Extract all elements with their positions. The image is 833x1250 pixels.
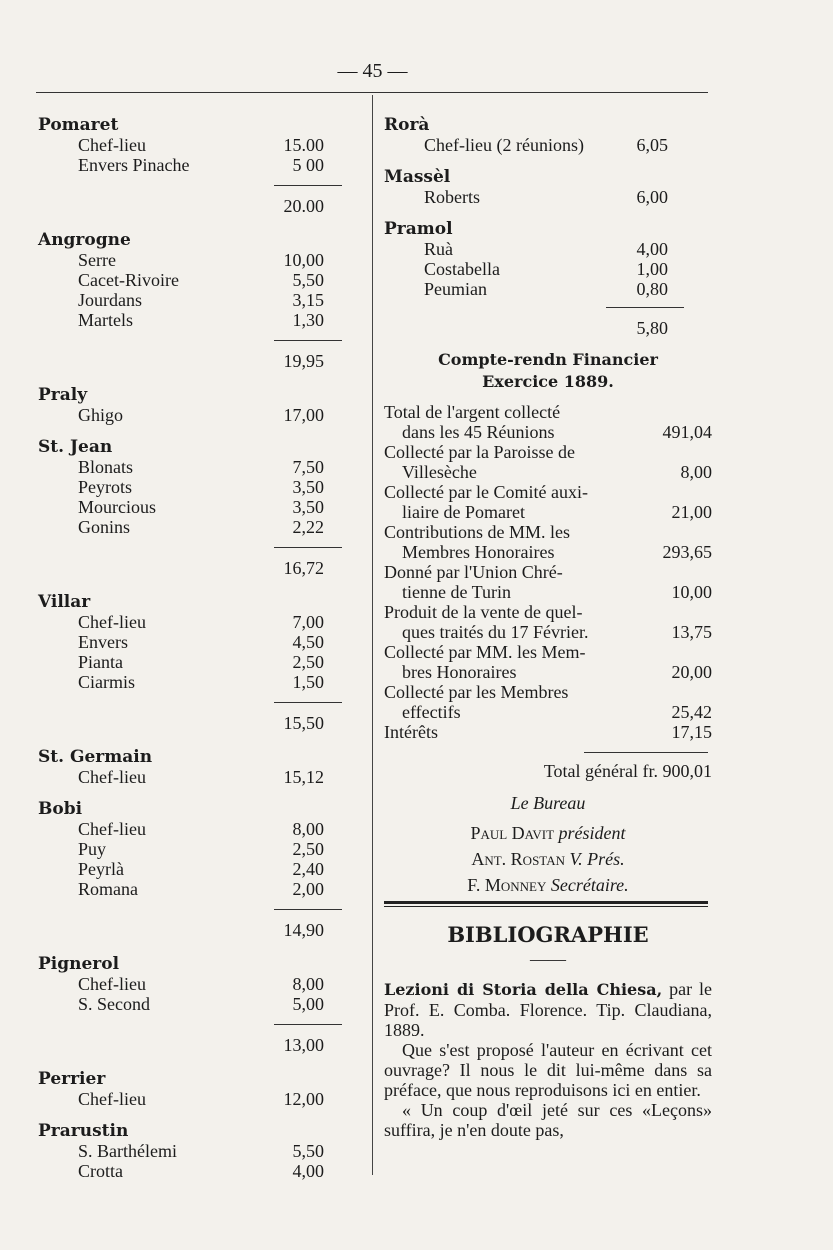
line-label: Ghigo xyxy=(78,405,123,425)
financial-amount: 17,15 xyxy=(671,722,712,742)
total-rule xyxy=(606,307,684,318)
right-column xyxy=(384,115,712,1140)
line-amount: 4,50 xyxy=(292,632,324,652)
financial-row xyxy=(384,502,712,522)
financial-amount: 10,00 xyxy=(671,582,712,602)
line-amount: 1,30 xyxy=(292,310,324,330)
line-item xyxy=(38,652,338,672)
line-label: Ruà xyxy=(424,239,453,259)
line-amount: 7,50 xyxy=(292,457,324,477)
line-amount: 8,00 xyxy=(292,974,324,994)
line-amount: 12,00 xyxy=(283,1089,324,1109)
line-amount: 4,00 xyxy=(636,239,668,259)
signature-vice-president xyxy=(384,849,712,869)
total-amount: 15,50 xyxy=(283,713,324,733)
group-name: Bobi xyxy=(38,799,83,819)
book-title: Lezioni di Storia della Chiesa, xyxy=(384,980,663,999)
line-item xyxy=(38,1089,338,1109)
group-name: St. Jean xyxy=(38,437,113,457)
line-label: Chef-lieu xyxy=(78,819,146,839)
line-label: Serre xyxy=(78,250,116,270)
line-item xyxy=(38,819,338,839)
line-item xyxy=(384,239,712,259)
financial-label: Membres Honoraires xyxy=(402,542,555,562)
line-label: Crotta xyxy=(78,1161,123,1181)
line-item xyxy=(38,1161,338,1181)
president-role: président xyxy=(558,823,626,843)
line-label: Peyrots xyxy=(78,477,132,497)
financial-amount: 21,00 xyxy=(671,502,712,522)
pramol-items xyxy=(384,239,712,299)
grand-total: Total général fr. 900,01 xyxy=(543,761,712,781)
line-label: Envers xyxy=(78,632,128,652)
president-name: Paul Davit xyxy=(470,823,555,843)
financial-item xyxy=(384,562,712,602)
group-total xyxy=(38,196,338,216)
collection-group xyxy=(38,1121,338,1181)
financial-item xyxy=(384,722,712,742)
line-item xyxy=(38,135,338,155)
financial-amount: 8,00 xyxy=(680,462,712,482)
bibliography-entry xyxy=(384,979,712,1040)
line-label: Envers Pinache xyxy=(78,155,190,175)
line-item xyxy=(38,767,338,787)
bureau-heading: Le Bureau xyxy=(510,793,586,813)
group-name: Prarustin xyxy=(38,1121,129,1141)
group-name: Perrier xyxy=(38,1069,106,1089)
financial-label: Villesèche xyxy=(402,462,477,482)
total-amount: 20.00 xyxy=(283,196,324,216)
financial-label: effectifs xyxy=(402,702,461,722)
collection-group xyxy=(38,954,338,1055)
bibliography-dash: —— xyxy=(530,949,566,969)
line-label: Cacet-Rivoire xyxy=(78,270,179,290)
line-item xyxy=(38,974,338,994)
line-label: Costabella xyxy=(424,259,500,279)
financial-amount: 20,00 xyxy=(671,662,712,682)
line-item xyxy=(38,477,338,497)
financial-row xyxy=(384,582,712,602)
financial-label: Collecté par MM. les Mem- xyxy=(384,642,586,662)
line-amount: 15.00 xyxy=(283,135,324,155)
line-label: Mourcious xyxy=(78,497,156,517)
line-label: Blonats xyxy=(78,457,134,477)
group-total xyxy=(38,351,338,371)
line-label: Gonins xyxy=(78,517,131,537)
line-item xyxy=(38,290,338,310)
financial-row xyxy=(384,662,712,682)
page-number: — 45 — xyxy=(337,60,408,82)
group-total xyxy=(384,318,712,338)
total-amount: 16,72 xyxy=(283,558,324,578)
group-name-massel: Massèl xyxy=(384,167,451,187)
line-label: Chef-lieu xyxy=(78,974,146,994)
financial-label: bres Honoraires xyxy=(402,662,517,682)
group-name: St. Germain xyxy=(38,747,153,767)
line-label: Chef-lieu xyxy=(78,767,146,787)
line-amount: 5,50 xyxy=(292,1141,324,1161)
line-item xyxy=(38,270,338,290)
group-name: Villar xyxy=(38,592,91,612)
line-label: S. Barthélemi xyxy=(78,1141,177,1161)
financial-row xyxy=(384,462,712,482)
line-amount: 0,80 xyxy=(636,279,668,299)
financial-label: Produit de la vente de quel- xyxy=(384,602,583,622)
line-amount: 3,50 xyxy=(292,477,324,497)
line-amount: 5 00 xyxy=(292,155,324,175)
financial-label: Intérêts xyxy=(384,722,438,742)
total-rule xyxy=(274,1024,342,1035)
line-label: Pianta xyxy=(78,652,123,672)
group-total xyxy=(38,713,338,733)
total-amount: 19,95 xyxy=(283,351,324,371)
bibliography-paragraph: « Un coup d'œil jeté sur ces «Leçons» suffira, je n'en doute pas, xyxy=(384,1100,712,1140)
line-amount: 2,40 xyxy=(292,859,324,879)
financial-amount: 491,04 xyxy=(662,422,712,442)
total-rule xyxy=(274,185,342,196)
bibliography-paragraph: Que s'est proposé l'auteur en écrivant cet ouvrage? Il nous le dit lui-même dans sa préface, que nous reproduisons ici en entier. xyxy=(384,1040,712,1100)
collection-group xyxy=(38,230,338,371)
line-amount: 3,50 xyxy=(292,497,324,517)
line-item xyxy=(38,457,338,477)
collection-group xyxy=(38,1069,338,1109)
line-amount: 8,00 xyxy=(292,819,324,839)
financial-item xyxy=(384,682,712,722)
financial-item xyxy=(384,402,712,442)
financial-amount: 25,42 xyxy=(671,702,712,722)
total-rule xyxy=(274,909,342,920)
line-amount: 6,05 xyxy=(636,135,668,155)
financial-label: Donné par l'Union Chré- xyxy=(384,562,563,582)
line-item xyxy=(384,187,712,207)
financial-row xyxy=(384,722,712,742)
financial-subtitle: Exercice 1889. xyxy=(482,372,614,391)
collection-group xyxy=(38,747,338,787)
line-amount: 4,00 xyxy=(292,1161,324,1181)
line-amount: 7,00 xyxy=(292,612,324,632)
financial-row xyxy=(384,422,712,442)
grand-total-rule xyxy=(584,752,708,761)
line-item xyxy=(38,155,338,175)
financial-label: Contributions de MM. les xyxy=(384,522,571,542)
line-item xyxy=(38,994,338,1014)
collection-group xyxy=(38,592,338,733)
collection-group xyxy=(38,437,338,578)
group-name-pramol: Pramol xyxy=(384,219,453,239)
line-amount: 15,12 xyxy=(283,767,324,787)
total-amount: 5,80 xyxy=(636,318,668,338)
line-amount: 2,22 xyxy=(292,517,324,537)
line-label: Jourdans xyxy=(78,290,142,310)
line-label: Chef-lieu (2 réunions) xyxy=(424,135,584,155)
group-name: Praly xyxy=(38,385,88,405)
line-item xyxy=(38,859,338,879)
line-item xyxy=(38,405,338,425)
line-label: S. Second xyxy=(78,994,150,1014)
column-divider xyxy=(372,95,373,1175)
line-item xyxy=(384,259,712,279)
group-total xyxy=(38,558,338,578)
financial-amount: 293,65 xyxy=(662,542,712,562)
secretary-name: F. Monney xyxy=(467,875,547,895)
line-amount: 5,00 xyxy=(292,994,324,1014)
financial-label: Total de l'argent collecté xyxy=(384,402,561,422)
line-amount: 1,50 xyxy=(292,672,324,692)
line-item xyxy=(38,1141,338,1161)
group-name: Pomaret xyxy=(38,115,119,135)
line-amount: 2,50 xyxy=(292,839,324,859)
total-rule xyxy=(274,547,342,558)
financial-label: dans les 45 Réunions xyxy=(402,422,555,442)
vice-president-role: V. Prés. xyxy=(569,849,625,869)
group-name: Angrogne xyxy=(38,230,131,250)
line-item xyxy=(38,672,338,692)
group-name-rora: Rorà xyxy=(384,115,430,135)
collection-group xyxy=(38,385,338,425)
line-amount: 5,50 xyxy=(292,270,324,290)
line-label: Martels xyxy=(78,310,133,330)
financial-label: Collecté par la Paroisse de xyxy=(384,442,575,462)
financial-list xyxy=(384,402,712,742)
line-item xyxy=(38,612,338,632)
line-label: Chef-lieu xyxy=(78,612,146,632)
line-label: Peyrlà xyxy=(78,859,124,879)
line-item xyxy=(38,517,338,537)
financial-item xyxy=(384,482,712,522)
bibliography-title: BIBLIOGRAPHIE xyxy=(447,922,649,947)
line-amount: 17,00 xyxy=(283,405,324,425)
collection-group xyxy=(38,799,338,940)
financial-label: ques traités du 17 Février. xyxy=(402,622,589,642)
header-rule xyxy=(36,92,708,93)
secretary-role: Secrétaire. xyxy=(550,875,629,895)
financial-label: tienne de Turin xyxy=(402,582,512,602)
left-column xyxy=(38,115,338,1193)
line-label: Puy xyxy=(78,839,107,859)
financial-row xyxy=(384,622,712,642)
financial-label: Collecté par le Comité auxi- xyxy=(384,482,588,502)
bibliography-text xyxy=(384,979,712,1140)
total-rule xyxy=(274,340,342,351)
total-amount: 13,00 xyxy=(283,1035,324,1055)
total-amount: 14,90 xyxy=(283,920,324,940)
line-item xyxy=(38,497,338,517)
book-details: par le Prof. E. Comba. Florence. Tip. Claudiana, 1889. xyxy=(384,979,712,1040)
line-item xyxy=(38,250,338,270)
financial-row xyxy=(384,542,712,562)
line-item xyxy=(38,310,338,330)
line-label: Ciarmis xyxy=(78,672,135,692)
line-label: Roberts xyxy=(424,187,480,207)
total-rule xyxy=(274,702,342,713)
financial-item xyxy=(384,602,712,642)
line-item xyxy=(38,632,338,652)
collection-group xyxy=(38,115,338,216)
line-amount: 6,00 xyxy=(636,187,668,207)
financial-item xyxy=(384,522,712,562)
financial-item xyxy=(384,642,712,682)
line-amount: 3,15 xyxy=(292,290,324,310)
financial-item xyxy=(384,442,712,482)
signature-president xyxy=(384,823,712,843)
line-item xyxy=(38,839,338,859)
group-name: Pignerol xyxy=(38,954,120,974)
line-amount: 2,00 xyxy=(292,879,324,899)
vice-president-name: Ant. Rostan xyxy=(471,849,565,869)
line-amount: 10,00 xyxy=(283,250,324,270)
financial-label: liaire de Pomaret xyxy=(402,502,525,522)
section-double-rule xyxy=(384,901,708,907)
line-amount: 1,00 xyxy=(636,259,668,279)
group-total xyxy=(38,920,338,940)
line-label: Romana xyxy=(78,879,138,899)
financial-row xyxy=(384,702,712,722)
line-label: Chef-lieu xyxy=(78,135,146,155)
financial-title: Compte-rendn Financier xyxy=(438,350,658,369)
line-label: Peumian xyxy=(424,279,487,299)
financial-amount: 13,75 xyxy=(671,622,712,642)
line-item xyxy=(384,279,712,299)
line-item xyxy=(384,135,712,155)
financial-label: Collecté par les Membres xyxy=(384,682,569,702)
signature-secretary xyxy=(384,875,712,895)
line-label: Chef-lieu xyxy=(78,1089,146,1109)
line-item xyxy=(38,879,338,899)
line-amount: 2,50 xyxy=(292,652,324,672)
group-total xyxy=(38,1035,338,1055)
